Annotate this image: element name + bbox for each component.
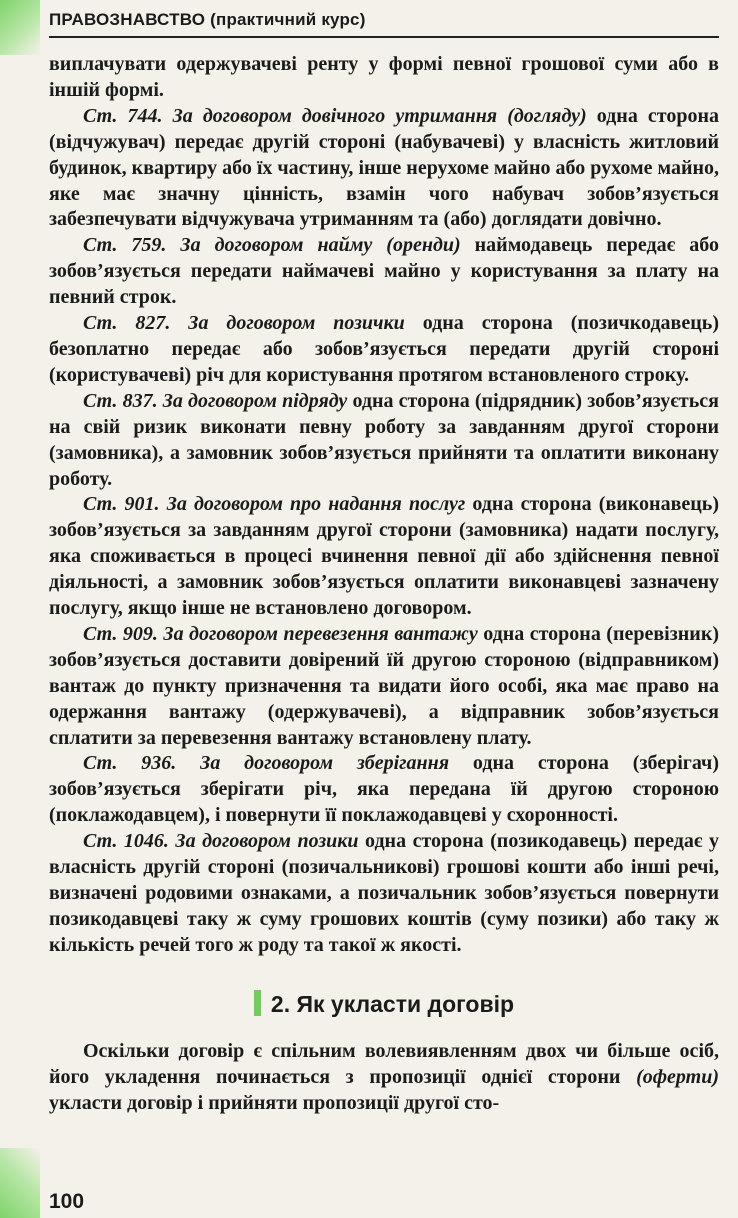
article-text: одна сторона (виконавець) зобов’язується за завданням другої сторони (замовника) надати послугу, яка споживається в процесі вчинення певної дії або здійснення певної діяльності, а замовник зобов’язується оплатити виконавцеві зазначену послугу, якщо інше не встановлено договором. xyxy=(49,493,720,620)
article-heading: Ст. 827. За договором позички xyxy=(83,312,405,335)
running-header xyxy=(49,10,719,38)
article-heading: Ст. 936. За договором зберігання xyxy=(83,752,450,775)
paragraph-article-936 xyxy=(49,751,719,829)
article-text: одна сторона (підрядник) зобов’язується на свій ризик виконати певну роботу за завданням другої сторони (замовника), а замовник зобов’язується прийняти та оплатити виконану роботу. xyxy=(49,389,719,490)
article-heading: Ст. 909. За договором перевезення вантажу xyxy=(83,622,478,645)
article-text: виплачувати одержувачеві ренту у формі певної грошової суми або в іншій формі. xyxy=(49,53,719,101)
paragraph-article-744 xyxy=(49,104,719,234)
paragraph-article-909 xyxy=(49,622,719,752)
paragraph-article-1046 xyxy=(49,829,719,959)
article-heading: Ст. 744. За договором довічного утримання (догляду) xyxy=(83,104,587,127)
book-title: ПРАВОЗНАВСТВО xyxy=(49,10,206,29)
article-heading: Ст. 901. За договором про надання послуг xyxy=(83,493,466,516)
page-body xyxy=(49,52,719,1116)
paragraph-article-901 xyxy=(49,492,719,622)
article-text: одна сторона (перевізник) зобов’язується доставити довірений їй другою стороною (відправником) вантаж до пункту призначення та видати його особі, яка має право на одержання вантажу (одержувачеві), а відправник зобов’язується сплатити за перевезення вантажу встановлену плату. xyxy=(49,622,719,749)
section-title-text: 2. Як укласти договір xyxy=(270,990,515,1017)
article-text: одна сторона (відчужувач) передає другій стороні (набувачеві) у власність житловий будинок, квартиру або їх частину, інше нерухоме майно або рухоме майно, яке має значну цінність, взамін чого набувач зобов’язується забезпечувати відчужувача утриманням та (або) доглядати довічно. xyxy=(49,104,719,231)
article-text: одна сторона (позичкодавець) безоплатно передає або зобов’язується передати другій стороні (користувачеві) річ для користування протягом встановленого строку. xyxy=(49,312,719,386)
paragraph-article-759 xyxy=(49,233,719,311)
green-corner-decoration-top xyxy=(0,0,40,55)
book-subtitle: (практичний курс) xyxy=(210,10,366,29)
paragraph-article-827 xyxy=(49,311,719,389)
paragraph-continuation xyxy=(49,52,719,104)
section-text-before: Оскільки договір є спільним волевиявленням двох чи більше осіб, його укладення починається з пропозиції однієї сторони xyxy=(49,1039,719,1088)
section-text-after: укласти договір і прийняти пропозиції другої сто- xyxy=(49,1091,500,1114)
article-text: одна сторона (зберігач) зобов’язується зберігати річ, яка передана їй другою стороною (поклажодавцем), і повернути її поклажодавцеві у схоронності. xyxy=(49,752,719,827)
page-number: 100 xyxy=(49,1190,85,1213)
article-text: наймодавець передає або зобов’язується передати наймачеві майно у користування за плату на певний строк. xyxy=(49,234,720,309)
section-paragraph xyxy=(49,1039,719,1117)
article-heading: Ст. 759. За договором найму (оренди) xyxy=(83,234,461,257)
green-corner-decoration-bottom xyxy=(0,1148,40,1218)
paragraph-article-837 xyxy=(49,389,719,493)
article-heading: Ст. 837. За договором підряду xyxy=(83,389,348,412)
article-text: одна сторона (позикодавець) передає у власність другій стороні (позичальникові) грошові кошти або інші речі, визначені родовими ознаками, а позичальник зобов’язується повернути позикодавцеві таку ж суму грошових коштів (суму позики) або таку ж кількість речей того ж роду та такої ж якості. xyxy=(49,830,720,956)
green-bar-marker xyxy=(254,990,261,1016)
article-heading: Ст. 1046. За договором позики xyxy=(83,830,359,853)
section-heading xyxy=(49,989,719,1019)
section-term-offer: (оферти) xyxy=(636,1065,719,1088)
